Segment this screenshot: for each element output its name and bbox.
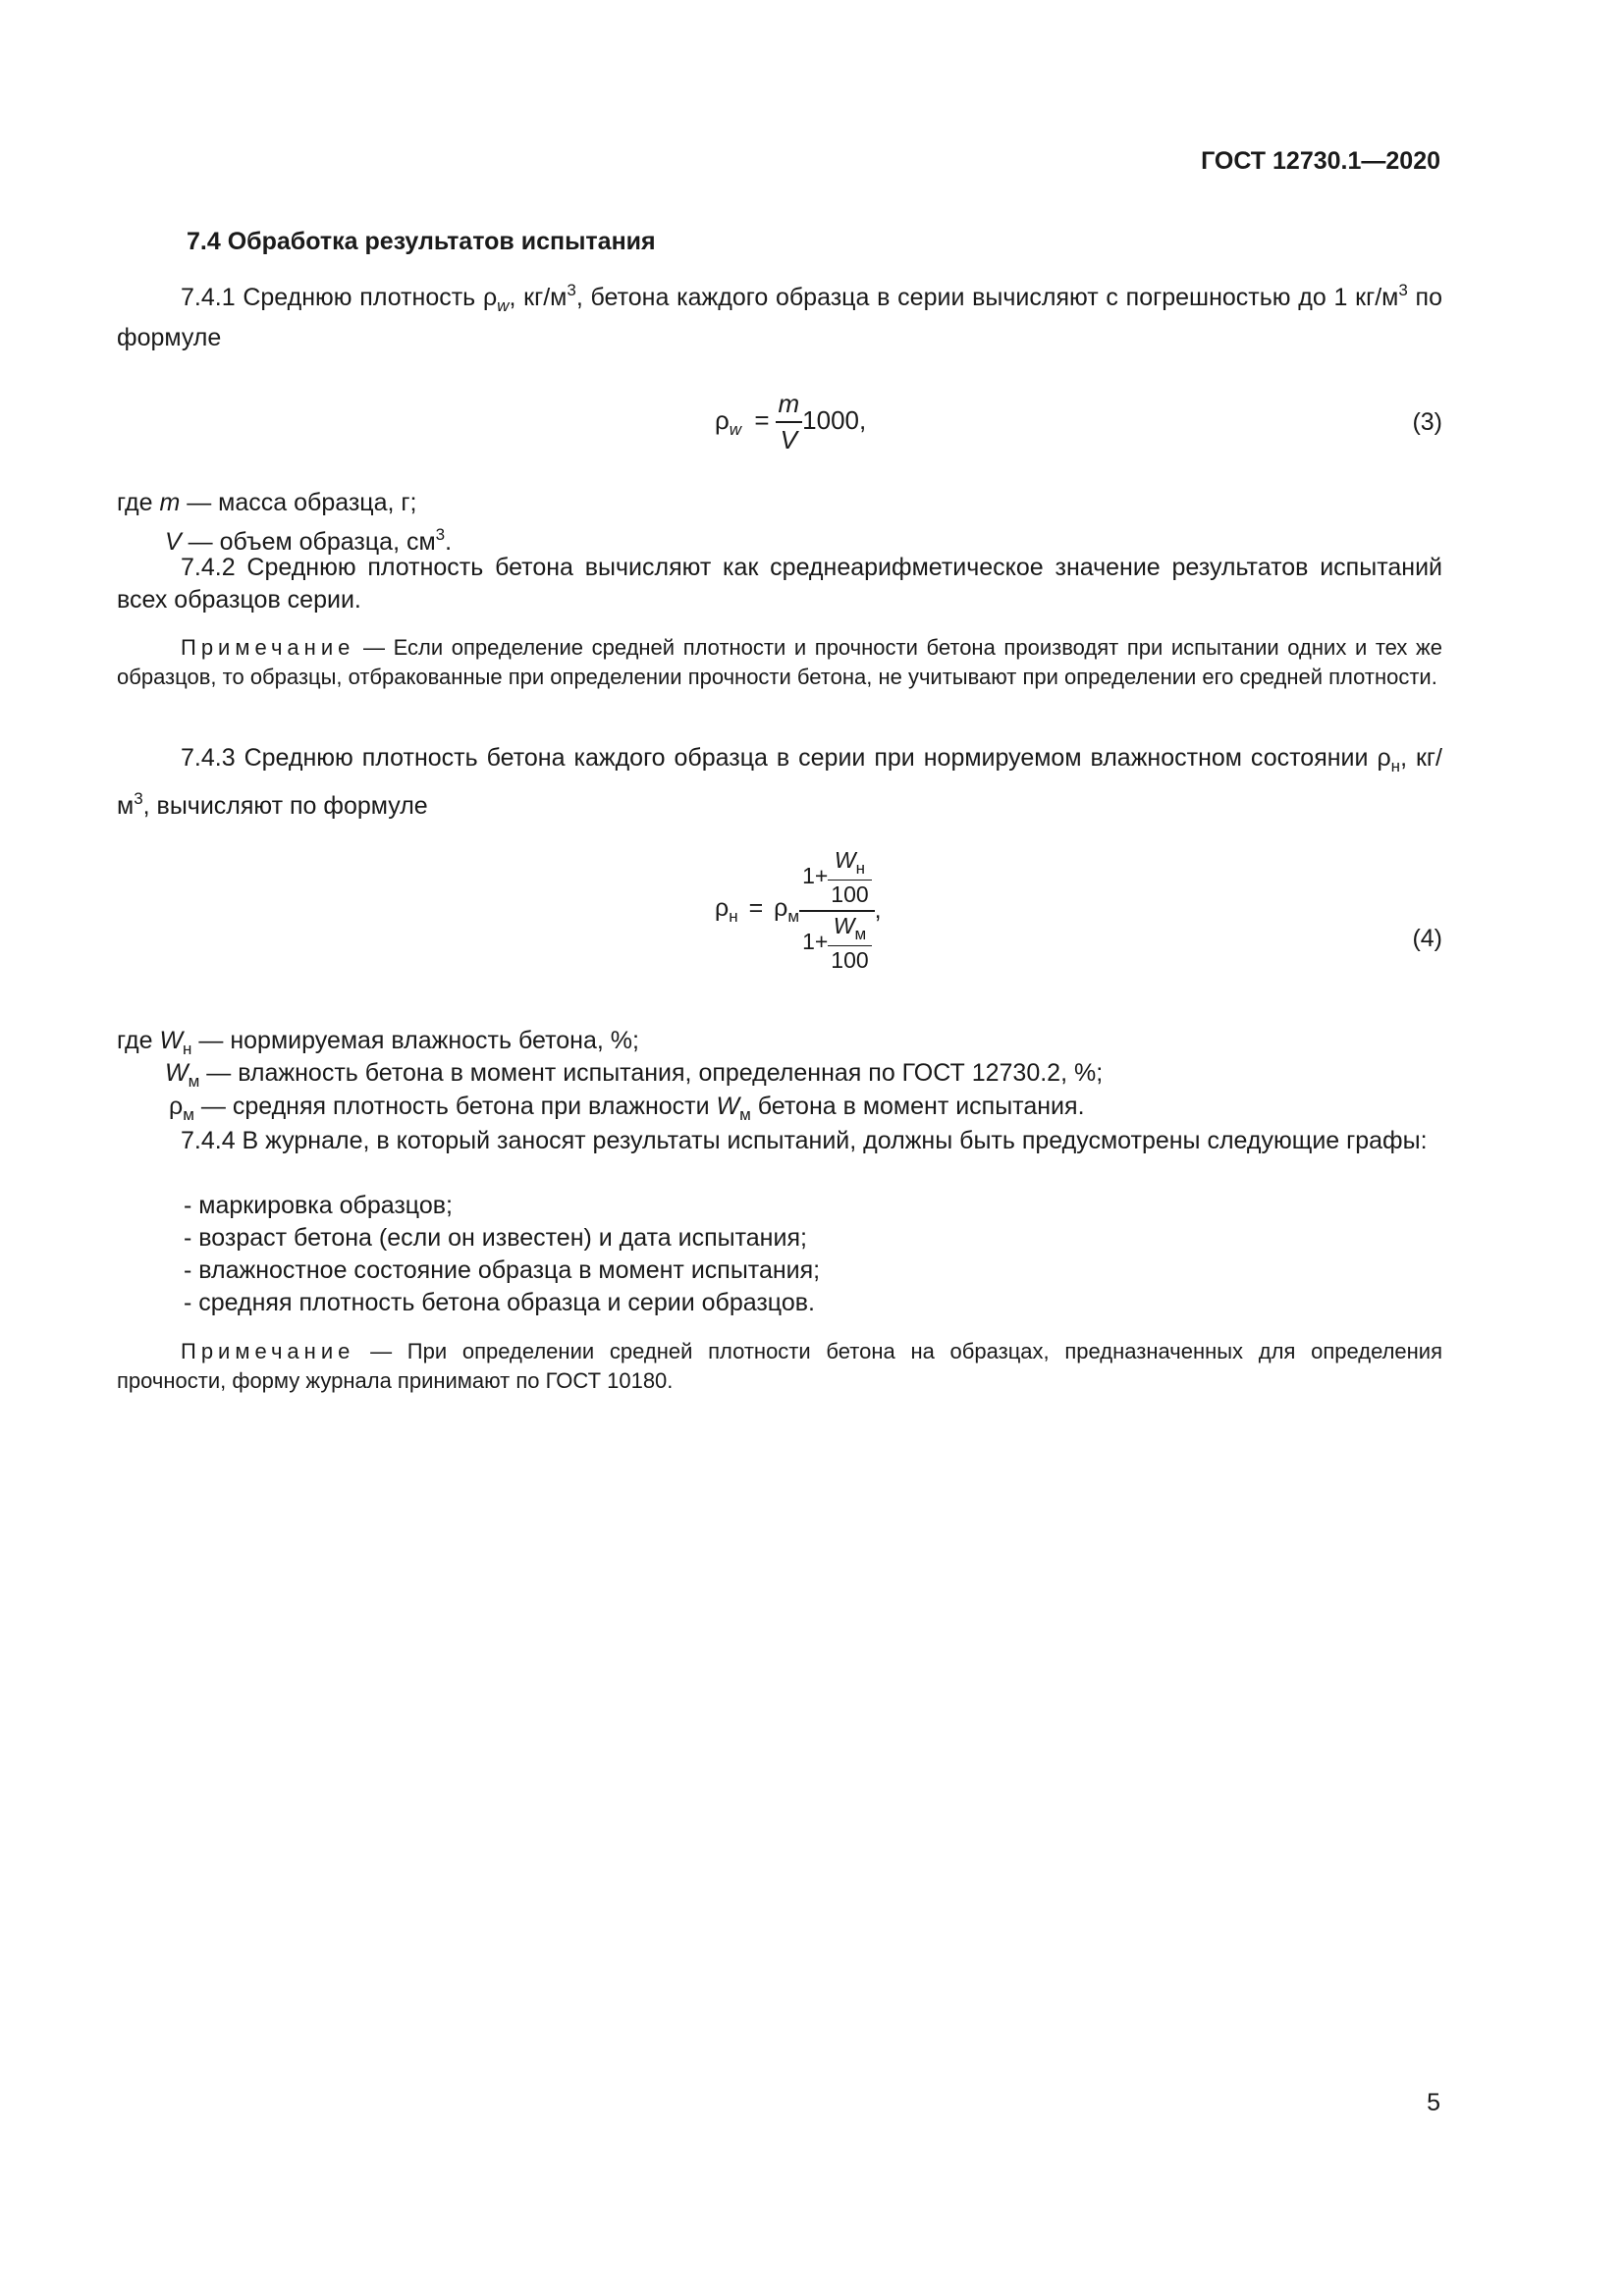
fraction-main [799,847,875,974]
section-title: 7.4 Обработка результатов испытания [187,228,656,255]
formula-3-number: (3) [1412,408,1442,436]
where-v: V — объем образца, $см^3$. [165,525,453,556]
note-label: Примечание [181,1339,355,1363]
list-item: - маркировка образцов; [184,1192,453,1219]
paragraph-7-4-4: 7.4.4 В журнале, в который заносят результаты испытаний, должны быть предусмотрены следующие графы: [181,1127,1428,1154]
note-label: Примечание [181,635,355,660]
formula-4-number: (4) [1412,925,1442,952]
list-item: - возраст бетона (если он известен) и дата испытания; [184,1224,807,1252]
denominator: 1+ $\frac{W_м}{100}$ [799,912,875,974]
fraction-m-over-v: $\frac{m}{V}$ [776,388,803,456]
where-wm: $W_м$ — влажность бетона в момент испытания, определенная по ГОСТ 12730.2, %; [165,1059,1104,1091]
paragraph-7-4-1: 7.4.1 Среднюю плотность $\rho_w$, $кг/м^3$, бетона каждого образца в серии вычисляют с погрешностью до 1 $кг/м^3$ по формуле [117,281,1442,351]
where-m: где m — масса образца, г; [117,489,417,516]
paragraph-7-4-3: 7.4.3 Среднюю плотность бетона каждого образца в серии при нормируемом влажностном состоянии $\rho_н$, $кг/м^3$, вычисляют по формуле [117,744,1442,820]
list-item: - средняя плотность бетона образца и серии образцов. [184,1289,815,1316]
numerator: 1+ $\frac{W_н}{100}$ [799,847,875,912]
page-number: 5 [1427,2089,1440,2116]
paragraph-7-4-2: 7.4.2 Среднюю плотность бетона вычисляют как среднеарифметическое значение результатов испытаний всех образцов серии. [117,554,1442,614]
where-wn: где $W_н$ — нормируемая влажность бетона, %; [117,1027,639,1058]
formula-4: $\rho_н = \rho_м$ 1+ $\frac{W_н}{100}$ 1+ $\frac{W_м}{100}$ , [715,847,882,973]
document-id: ГОСТ 12730.1—2020 [1201,147,1440,175]
list-item: - влажностное состояние образца в момент испытания; [184,1256,821,1284]
note-2: Примечание — При определении средней плотности бетона на образцах, предназначенных для определения прочности, форму журнала принимают по ГОСТ 10180. [117,1339,1442,1393]
note-1: Примечание — Если определение средней плотности и прочности бетона производят при испытании одних и тех же образцов, то образцы, отбракованные при определении прочности бетона, не учитывают при определении его средней плотности. [117,635,1442,689]
formula-3: $\rho_w$ = $\frac{m}{V}$ 1000, [715,389,867,454]
where-rho-m: $\rho_м$ — средняя плотность бетона при влажности $W_м$ бетона в момент испытания. [169,1093,1085,1124]
